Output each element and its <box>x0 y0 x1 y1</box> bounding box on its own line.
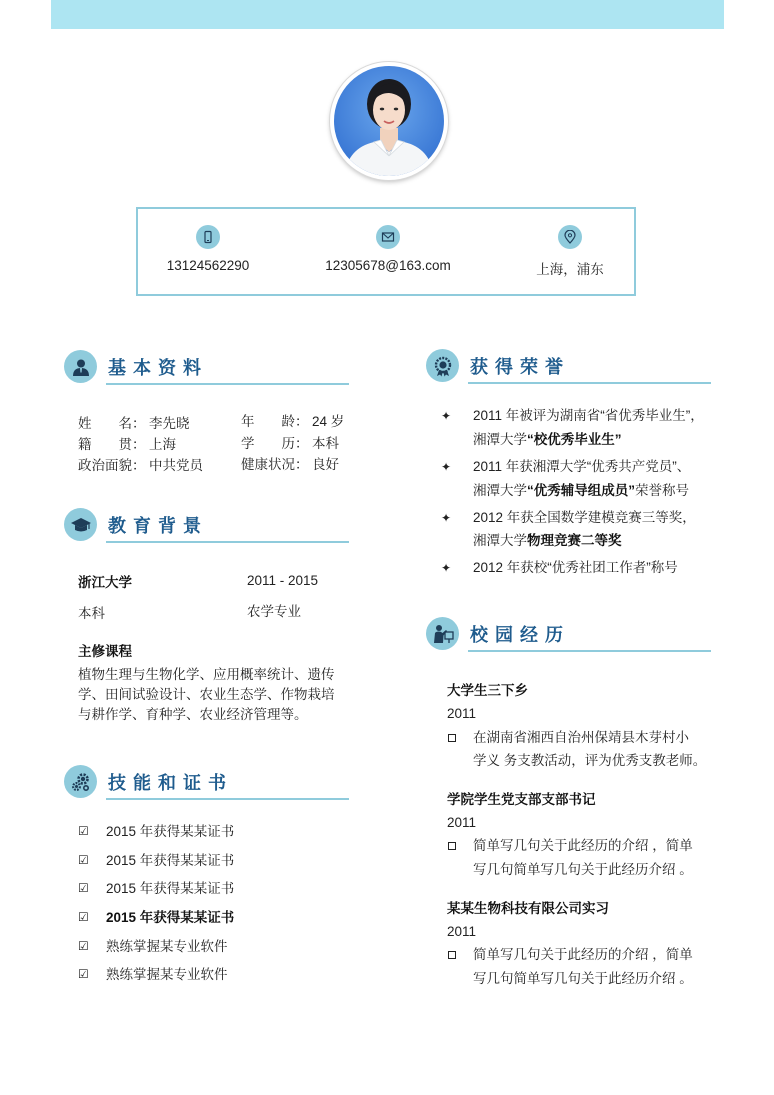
section-title: 获得荣誉 <box>470 357 570 377</box>
section-skills-header <box>64 765 354 801</box>
origin-label: 籍 贯： <box>78 437 146 452</box>
campus-year: 2011 <box>447 815 477 830</box>
location-pin-icon <box>558 225 582 249</box>
courses-line: 学、田间试验设计、农业生态学、作物栽培 <box>78 687 335 702</box>
education-degree: 本科 <box>78 606 105 621</box>
skill-item: 2015 年获得某某证书 <box>106 910 235 925</box>
check-icon: ☑ <box>78 824 89 838</box>
campus-desc: 写几句简单写几句关于此经历介绍 。 <box>473 971 693 986</box>
campus-title: 大学生三下乡 <box>447 683 528 698</box>
campus-desc: 简单写几句关于此经历的介绍 ，简单 <box>473 838 693 853</box>
health-label: 健康状况： <box>241 457 309 472</box>
email-address: 12305678@163.com <box>325 258 451 273</box>
courses-line: 植物生理与生物化学、应用概率统计、遗传 <box>78 667 335 682</box>
section-campus-header <box>426 617 716 653</box>
honor-text: 湘潭大学 <box>473 533 527 548</box>
age-value: 24 岁 <box>312 414 345 429</box>
medal-icon <box>426 349 459 382</box>
campus-desc: 写几句简单写几句关于此经历介绍 。 <box>473 862 693 877</box>
honor-line <box>473 429 622 450</box>
section-divider <box>468 650 711 652</box>
check-icon: ☑ <box>78 853 89 867</box>
campus-desc: 学义 务支教活动，评为优秀支教老师。 <box>473 753 707 768</box>
skill-item: 2015 年获得某某证书 <box>106 824 235 839</box>
degree-label: 学 历： <box>241 436 309 451</box>
age-label: 年 龄： <box>241 414 309 429</box>
contact-email <box>308 225 468 273</box>
campus-title: 学院学生党支部支部书记 <box>447 792 596 807</box>
campus-title: 某某生物科技有限公司实习 <box>447 901 609 916</box>
check-icon: ☑ <box>78 910 89 924</box>
honor-line <box>473 530 622 551</box>
location-text: 上海，浦东 <box>536 262 604 277</box>
section-title: 校园经历 <box>470 625 570 645</box>
honor-line: 2011 年被评为湖南省“省优秀毕业生”， <box>473 408 704 423</box>
politics-value: 中共党员 <box>149 458 203 473</box>
graduation-cap-icon <box>64 508 97 541</box>
section-honors-header <box>426 349 716 385</box>
school-years: 2011 - 2015 <box>247 573 319 588</box>
check-icon: ☑ <box>78 967 89 981</box>
section-divider <box>106 541 349 543</box>
honor-highlight: “优秀辅导组成员” <box>527 483 635 498</box>
honor-line: 2011 年获湘潭大学“优秀共产党员”、 <box>473 459 691 474</box>
contact-box <box>136 207 636 296</box>
campus-desc: 简单写几句关于此经历的介绍 ，简单 <box>473 947 693 962</box>
mail-icon <box>376 225 400 249</box>
section-divider <box>468 382 711 384</box>
honor-highlight: 物理竞赛二等奖 <box>527 533 622 548</box>
section-education-header <box>64 508 354 544</box>
courses-line: 与耕作学、育种学、农业经济管理等。 <box>78 707 308 722</box>
skill-item: 2015 年获得某某证书 <box>106 881 235 896</box>
section-title: 教育背景 <box>108 516 208 536</box>
square-bullet-icon <box>448 734 456 742</box>
star-bullet-icon: ✦ <box>441 409 452 423</box>
education-major: 农学专业 <box>247 604 301 619</box>
courses-title: 主修课程 <box>78 644 132 659</box>
degree-value: 本科 <box>312 436 339 451</box>
phone-number: 13124562290 <box>166 258 250 273</box>
phone-icon <box>196 225 220 249</box>
square-bullet-icon <box>448 951 456 959</box>
honor-line <box>473 480 689 501</box>
presenter-icon <box>426 617 459 650</box>
contact-phone <box>128 225 288 273</box>
section-divider <box>106 798 349 800</box>
origin-value: 上海 <box>149 437 176 452</box>
campus-year: 2011 <box>447 706 477 721</box>
campus-year: 2011 <box>447 924 477 939</box>
star-bullet-icon: ✦ <box>441 511 452 525</box>
honor-text: 荣誉称号 <box>635 483 689 498</box>
honor-highlight: “校优秀毕业生” <box>527 432 622 447</box>
section-title: 技能和证书 <box>108 773 233 793</box>
honor-text: 湘潭大学 <box>473 483 527 498</box>
skill-item: 熟练掌握某专业软件 <box>106 967 228 982</box>
square-bullet-icon <box>448 842 456 850</box>
honor-line: 2012 年获校“优秀社团工作者”称号 <box>473 560 678 575</box>
name-label: 姓 名： <box>78 416 146 431</box>
politics-label: 政治面貌： <box>78 458 146 473</box>
section-basic-header <box>64 350 354 386</box>
star-bullet-icon: ✦ <box>441 561 452 575</box>
section-divider <box>106 383 349 385</box>
gears-icon <box>64 765 97 798</box>
health-value: 良好 <box>312 457 339 472</box>
star-bullet-icon: ✦ <box>441 460 452 474</box>
skill-item: 2015 年获得某某证书 <box>106 853 235 868</box>
honor-text: 湘潭大学 <box>473 432 527 447</box>
name-value: 李先晓 <box>149 416 190 431</box>
campus-desc: 在湖南省湘西自治州保靖县木芽村小 <box>473 730 689 745</box>
skill-item: 熟练掌握某专业软件 <box>106 939 228 954</box>
contact-location <box>490 225 650 278</box>
check-icon: ☑ <box>78 939 89 953</box>
school-name: 浙江大学 <box>78 575 132 590</box>
honor-line: 2012 年获全国数学建模竞赛三等奖， <box>473 510 696 525</box>
avatar <box>330 62 448 180</box>
check-icon: ☑ <box>78 881 89 895</box>
top-banner <box>51 0 724 29</box>
user-icon <box>64 350 97 383</box>
section-title: 基本资料 <box>108 358 208 378</box>
avatar-photo <box>334 66 444 176</box>
